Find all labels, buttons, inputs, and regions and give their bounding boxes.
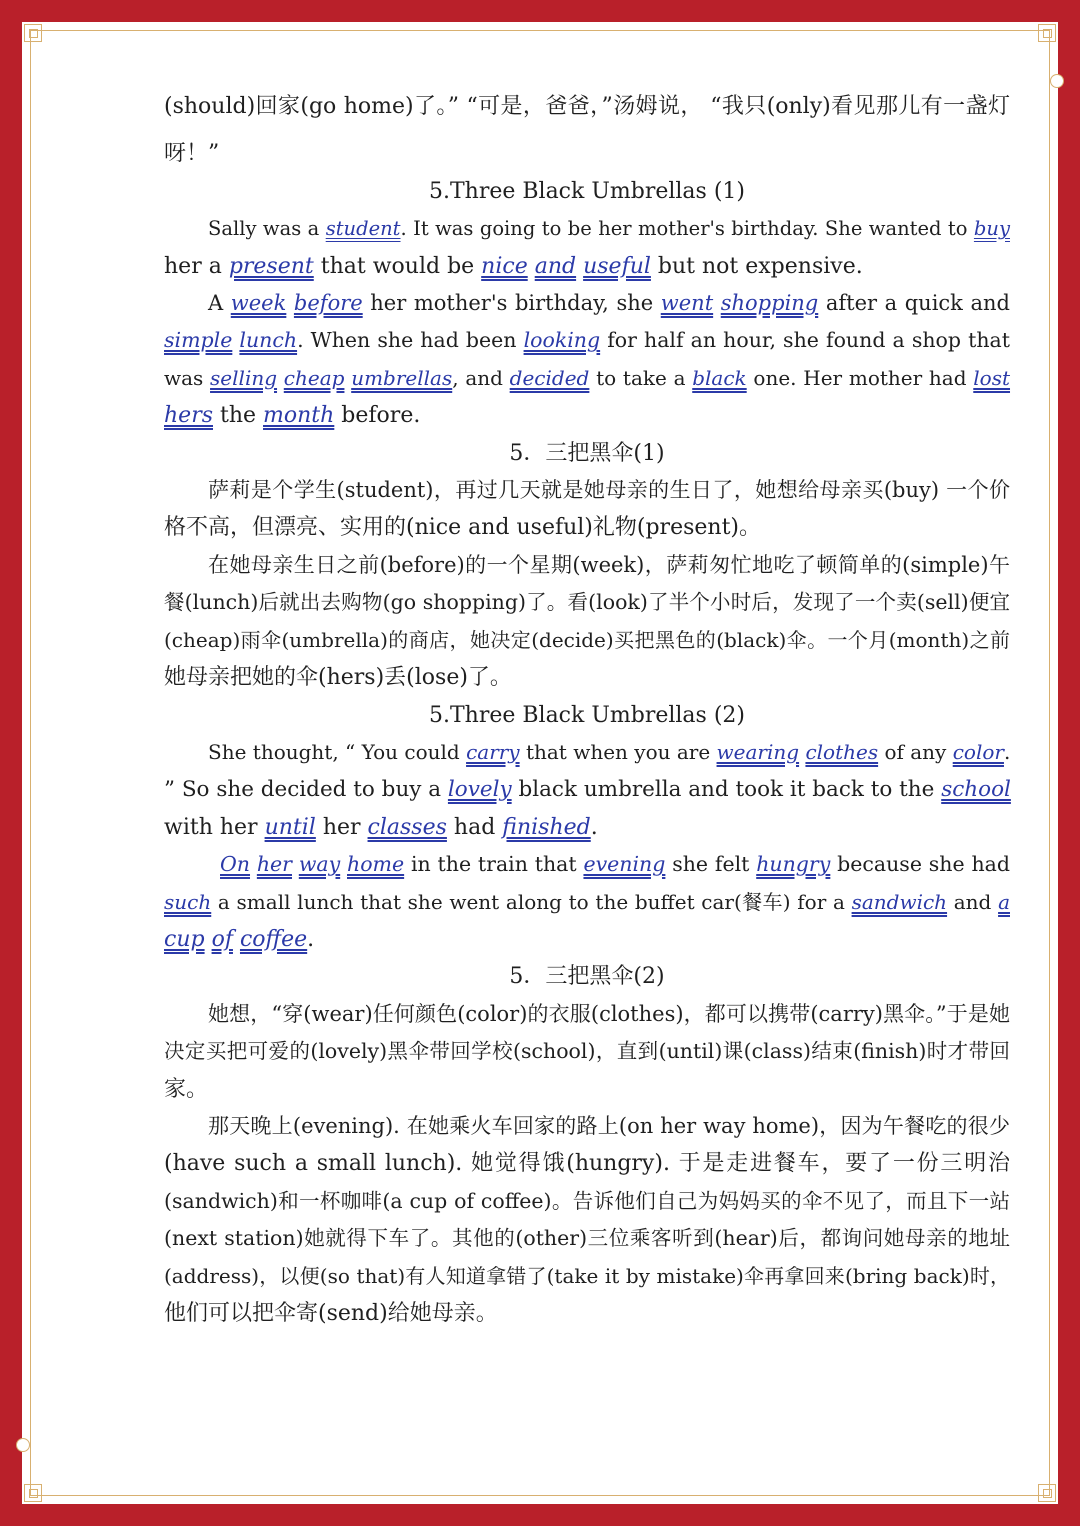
filled-blank: color — [952, 739, 1004, 764]
text-line: A week before her mother's birthday, she went shopping after a quick and — [208, 291, 1010, 316]
section-title: 5.Three Black Umbrellas (2) — [428, 702, 745, 728]
filled-blank: selling — [210, 365, 278, 390]
text-line: (cheap)雨伞(umbrella)的商店，她决定(decide)买把黑色的(black)伞。一个月(month)之前 — [164, 627, 1010, 652]
text-line: with her until her classes had finished. — [164, 814, 598, 840]
filled-blank: week — [230, 291, 287, 316]
filled-blank: nice — [481, 253, 528, 279]
section-title: 5．三把黑伞(2) — [509, 964, 665, 990]
filled-blank: of — [211, 926, 233, 952]
filled-blank: evening — [583, 852, 666, 877]
text-line: 决定买把可爱的(lovely)黑伞带回学校(school)，直到(until)课(class)结束(finish)时才带回 — [164, 1039, 1010, 1064]
text-line: was selling cheap umbrellas, and decided to take a black one. Her mother had lost — [164, 365, 1011, 390]
section-title: 5.Three Black Umbrellas (1) — [428, 178, 745, 204]
text-line: ” So she decided to buy a lovely black umbrella and took it back to the school — [164, 777, 1011, 803]
filled-blank: decided — [509, 365, 590, 390]
filled-blank: carry — [466, 739, 520, 764]
filled-blank: black — [692, 365, 747, 390]
text-line: (should)回家(go home)了。” “可是，爸爸，”汤姆说， “我只(only)看见那儿有一盏灯 — [164, 94, 1010, 119]
text-line: 呀！” — [164, 141, 220, 167]
filled-blank: looking — [523, 328, 601, 353]
text-line: simple lunch. When she had been looking for half an hour, she found a shop that — [164, 328, 1010, 353]
filled-blank: such — [164, 889, 212, 914]
text-line: 萨莉是个学生(student)，再过几天就是她母亲的生日了，她想给母亲买(buy) 一个价 — [208, 478, 1010, 503]
text-line: 在她母亲生日之前(before)的一个星期(week)，萨莉匆忙地吃了顿简单的(simple)午 — [208, 552, 1010, 577]
filled-blank: wearing — [716, 739, 800, 764]
text-line: hers the month before. — [164, 403, 421, 429]
filled-blank: useful — [583, 253, 651, 279]
filled-blank: and — [534, 253, 577, 279]
corner-ornament — [1038, 1484, 1056, 1502]
frame-knob — [16, 1438, 30, 1452]
section-title: 5．三把黑伞(1) — [509, 440, 665, 466]
text-line: her a present that would be nice and useful but not expensive. — [164, 253, 863, 279]
text-line: She thought, “ You could carry that when you are wearing clothes of any color. — [208, 739, 1011, 764]
filled-blank: school — [941, 777, 1011, 803]
document-body — [164, 88, 1010, 1332]
filled-blank: lunch — [239, 328, 298, 353]
filled-blank: shopping — [720, 291, 819, 316]
filled-blank: umbrellas — [351, 365, 453, 390]
text-line: 家。 — [164, 1076, 209, 1102]
text-line: 她母亲把她的伞(hers)丢(lose)了。 — [164, 665, 512, 691]
filled-blank: lovely — [447, 777, 512, 803]
text-line: (have such a small lunch). 她觉得饿(hungry). 于是走进餐车，要了一份三明治 — [164, 1151, 1010, 1177]
filled-blank: simple — [164, 328, 233, 353]
text-line: 她想，“穿(wear)任何颜色(color)的衣服(clothes)，都可以携带(carry)黑伞。”于是她 — [208, 1001, 1010, 1026]
filled-blank: finished — [502, 814, 591, 840]
filled-blank: present — [228, 253, 314, 279]
filled-blank: student — [325, 217, 401, 241]
text-line: (sandwich)和一杯咖啡(a cup of coffee)。告诉他们自己为妈妈买的伞不见了，而且下一站 — [164, 1188, 1010, 1213]
filled-blank: month — [263, 403, 335, 429]
text-line: On her way home in the train that evening she felt hungry because she had — [220, 852, 1010, 877]
text-line: 格不高，但漂亮、实用的(nice and useful)礼物(present)。 — [164, 515, 761, 541]
filled-blank: cup — [164, 926, 205, 952]
filled-blank: On — [220, 852, 251, 877]
page-frame — [22, 22, 1058, 1504]
filled-blank: hers — [164, 403, 213, 429]
frame-knob — [1050, 74, 1064, 88]
text-line: 餐(lunch)后就出去购物(go shopping)了。看(look)了半个小时后，发现了一个卖(sell)便宜 — [164, 590, 1010, 615]
filled-blank: coffee — [239, 926, 308, 952]
filled-blank: hungry — [756, 852, 831, 877]
text-line: Sally was a student. It was going to be her mother's birthday. She wanted to buy — [208, 217, 1010, 241]
filled-blank: home — [347, 852, 405, 877]
filled-blank: lost — [973, 365, 1011, 390]
corner-ornament — [24, 1484, 42, 1502]
filled-blank: until — [264, 814, 316, 840]
corner-ornament — [1038, 24, 1056, 42]
filled-blank: clothes — [805, 739, 879, 764]
filled-blank: a — [998, 889, 1010, 914]
filled-blank: cheap — [283, 365, 345, 390]
text-line: 他们可以把伞寄(send)给她母亲。 — [164, 1301, 498, 1326]
corner-ornament — [24, 24, 42, 42]
filled-blank: classes — [367, 814, 447, 840]
text-line: such a small lunch that she went along to the buffet car(餐车) for a sandwich and a — [164, 889, 1010, 914]
filled-blank: before — [293, 291, 363, 316]
filled-blank: her — [256, 852, 292, 877]
filled-blank: went — [660, 291, 714, 316]
text-line: 那天晚上(evening). 在她乘火车回家的路上(on her way home)，因为午餐吃的很少 — [208, 1113, 1010, 1138]
text-line: (next station)她就得下车了。其他的(other)三位乘客听到(hear)后，都询问她母亲的地址 — [164, 1226, 1010, 1251]
text-line: cup of coffee. — [164, 926, 315, 952]
filled-blank: way — [298, 852, 341, 877]
filled-blank: buy — [973, 217, 1010, 241]
filled-blank: sandwich — [851, 889, 948, 914]
text-line: (address)，以便(so that)有人知道拿错了(take it by mistake)伞再拿回来(bring back)时， — [164, 1263, 1010, 1288]
